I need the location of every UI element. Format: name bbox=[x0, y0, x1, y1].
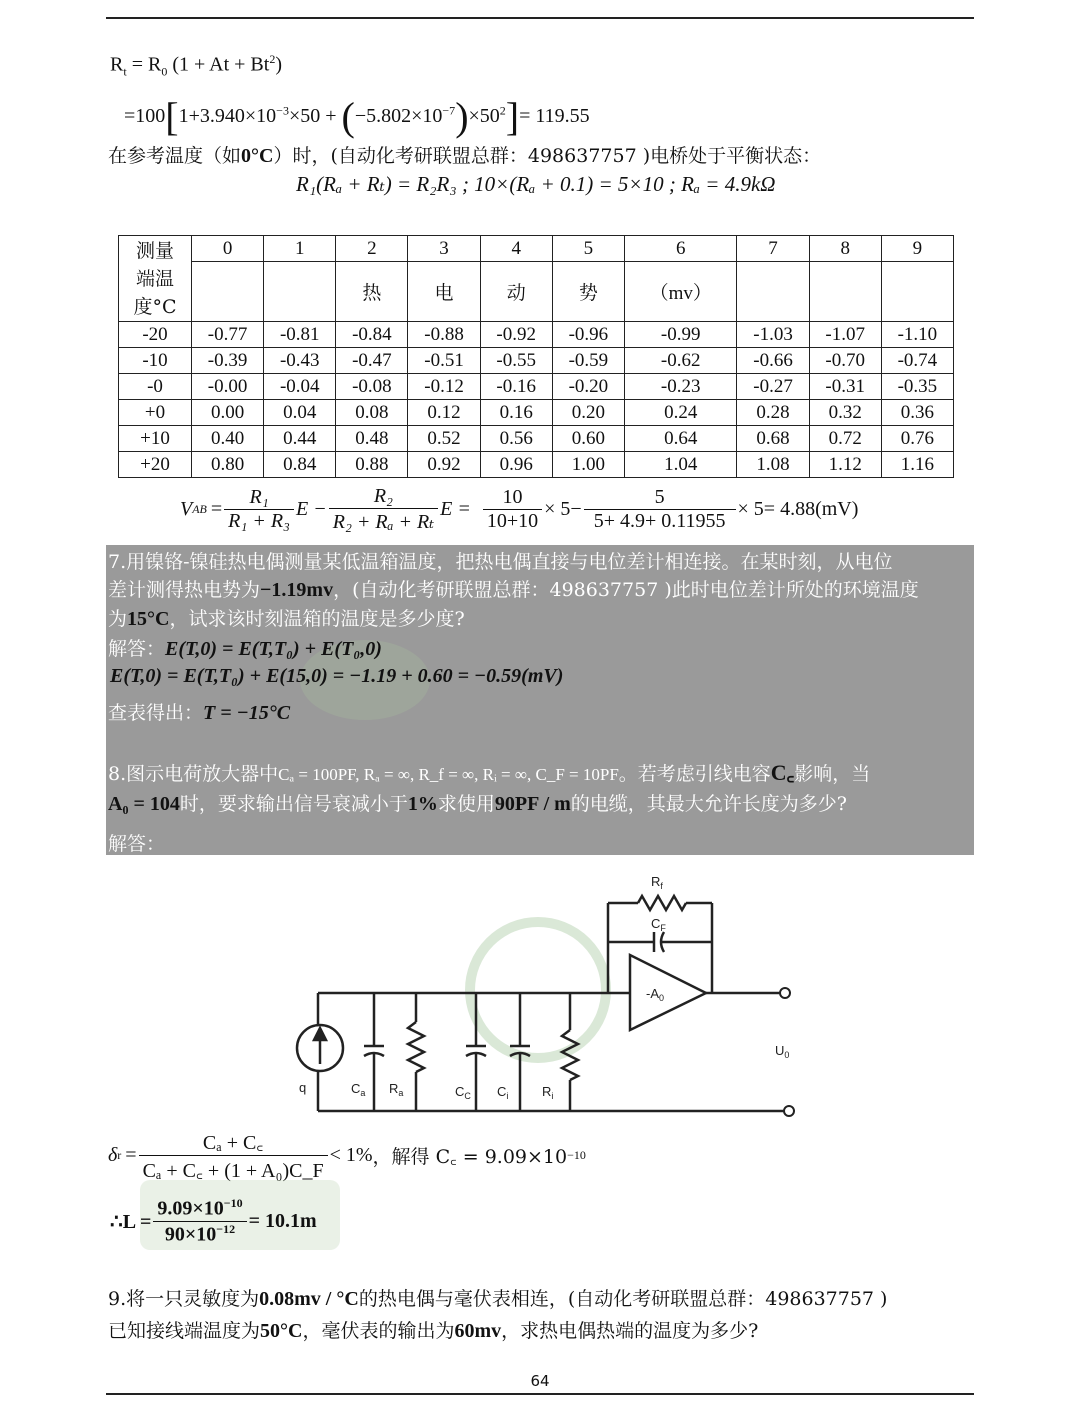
table-cell: 0.12 bbox=[408, 400, 480, 426]
subheader-cell: （mv） bbox=[624, 262, 737, 322]
row-temp: +0 bbox=[119, 400, 192, 426]
table-cell: -0.04 bbox=[264, 374, 336, 400]
col-header: 0 bbox=[192, 236, 264, 262]
table-cell: -0.81 bbox=[264, 322, 336, 348]
label-cf: $C_F$ bbox=[651, 916, 666, 933]
q9-line1: 9.将一只灵敏度为0.08mv / °C的热电偶与毫伏表相连，(自动化考研联盟总群：498637757 ) bbox=[108, 1288, 888, 1310]
q7-line1: 7.用镍铬-镍硅热电偶测量某低温箱温度，把热电偶直接与电位差计相连接。在某时刻，从电位 bbox=[108, 551, 893, 573]
col-header: 1 bbox=[264, 236, 336, 262]
table-cell: -0.35 bbox=[881, 374, 953, 400]
table-cell: 0.80 bbox=[192, 452, 264, 478]
table-cell: -0.16 bbox=[480, 374, 552, 400]
row-temp: +10 bbox=[119, 426, 192, 452]
table-cell: -0.92 bbox=[480, 322, 552, 348]
table-cell: -0.39 bbox=[192, 348, 264, 374]
table-cell: 0.52 bbox=[408, 426, 480, 452]
table-cell: -0.00 bbox=[192, 374, 264, 400]
table-cell: 0.68 bbox=[737, 426, 809, 452]
table-cell: -0.08 bbox=[336, 374, 408, 400]
q9-line2: 已知接线端温度为50°C，毫伏表的输出为60mv，求热电偶热端的温度为多少? bbox=[108, 1320, 759, 1342]
col-header: 6 bbox=[624, 236, 737, 262]
table-cell: 0.08 bbox=[336, 400, 408, 426]
table-cell: 0.64 bbox=[624, 426, 737, 452]
table-cell: -1.10 bbox=[881, 322, 953, 348]
table-cell: 0.44 bbox=[264, 426, 336, 452]
label-rf: $R_f$ bbox=[651, 874, 663, 891]
table-cell: 1.00 bbox=[552, 452, 624, 478]
table-cell: -0.27 bbox=[737, 374, 809, 400]
table-cell: -0.20 bbox=[552, 374, 624, 400]
table-cell: 0.28 bbox=[737, 400, 809, 426]
table-cell: -0.23 bbox=[624, 374, 737, 400]
balance-text: 在参考温度（如0°C）时，(自动化考研联盟总群：498637757 )电桥处于平衡状态： bbox=[108, 145, 822, 167]
bottom-rule bbox=[106, 1393, 974, 1395]
table-cell: 1.16 bbox=[881, 452, 953, 478]
formula-rt-value: $=100[1+3.940\times 10^{-3}\times 50 + (-5.802\times 10^{-7})\times 50^2]= 119.55$ bbox=[124, 94, 590, 139]
balance-equation: R₁(Rₐ + Rₜ) = R₂R₃ ; 10×(Rₐ + 0.1) = 5×10 ; Rₐ = 4.9kΩ bbox=[296, 172, 776, 196]
subheader-cell: 电 bbox=[408, 262, 480, 322]
table-cell: 0.76 bbox=[881, 426, 953, 452]
col-header: 2 bbox=[336, 236, 408, 262]
table-cell: -0.84 bbox=[336, 322, 408, 348]
table-cell: 0.36 bbox=[881, 400, 953, 426]
table-cell: 0.32 bbox=[809, 400, 881, 426]
table-cell: 0.24 bbox=[624, 400, 737, 426]
row-header: 测量端温度°C bbox=[119, 236, 192, 322]
q7-answer: 解答：E(T,0) = E(T,T₀) + E(T₀,0) bbox=[108, 638, 382, 660]
col-header: 4 bbox=[480, 236, 552, 262]
subheader-cell: 动 bbox=[480, 262, 552, 322]
table-cell: -0.99 bbox=[624, 322, 737, 348]
table-cell: -1.07 bbox=[809, 322, 881, 348]
table-cell: 0.04 bbox=[264, 400, 336, 426]
label-amp: $-A_0$ bbox=[646, 986, 665, 1003]
table-cell: 1.08 bbox=[737, 452, 809, 478]
table-cell: -0.43 bbox=[264, 348, 336, 374]
label-ri: $R_i$ bbox=[542, 1084, 554, 1101]
q8-answer-label: 解答： bbox=[108, 833, 166, 855]
table-cell: -0.66 bbox=[737, 348, 809, 374]
table-cell: 0.48 bbox=[336, 426, 408, 452]
subheader-cell: 势 bbox=[552, 262, 624, 322]
table-cell: 0.72 bbox=[809, 426, 881, 452]
row-temp: -20 bbox=[119, 322, 192, 348]
page-number: 64 bbox=[530, 1372, 550, 1390]
table-cell: 1.12 bbox=[809, 452, 881, 478]
table-cell: 0.96 bbox=[480, 452, 552, 478]
q7-lookup: 查表得出：T = −15°C bbox=[108, 702, 291, 724]
table-cell: -0.31 bbox=[809, 374, 881, 400]
q8-line2: A₀ = 104时，要求输出信号衰减小于1%求使用90PF / m的电缆，其最大允许长度为多少? bbox=[108, 793, 847, 815]
label-u0: $U_0$ bbox=[775, 1043, 790, 1060]
table-cell: 1.04 bbox=[624, 452, 737, 478]
table-cell: -0.77 bbox=[192, 322, 264, 348]
table-cell: 0.92 bbox=[408, 452, 480, 478]
col-header: 3 bbox=[408, 236, 480, 262]
table-cell: -0.62 bbox=[624, 348, 737, 374]
table-cell: 0.84 bbox=[264, 452, 336, 478]
table-cell: -0.70 bbox=[809, 348, 881, 374]
formula-rt: $R_t = R_0$ $(1 + At + Bt^2)$ bbox=[110, 52, 282, 79]
table-cell: 0.56 bbox=[480, 426, 552, 452]
table-cell: -0.96 bbox=[552, 322, 624, 348]
label-ra: $R_a$ bbox=[389, 1081, 404, 1098]
table-cell: -0.51 bbox=[408, 348, 480, 374]
table-cell: -0.74 bbox=[881, 348, 953, 374]
delta-formula: δ r = $\frac{\text{Cₐ + C꜀}}{\text{Cₐ + C꜀ + (1 + A₀)C\_F}}$ < 1% ，解得 C꜀ = 9.09×10 −10 bbox=[108, 1132, 586, 1182]
subheader-cell: 热 bbox=[336, 262, 408, 322]
q7-eq2: E(T,0) = E(T,T₀) + E(15,0) = −1.19 + 0.60 = −0.59(mV) bbox=[110, 665, 564, 687]
label-cc: $C_C$ bbox=[455, 1084, 471, 1101]
q7-line3: 为15°C，试求该时刻温箱的温度是多少度? bbox=[108, 608, 465, 630]
length-formula: ∴L = $\frac{9.09\times 10^{-10}}{90\times 10^{-12}}$ = 10.1m bbox=[110, 1196, 317, 1246]
q7-line2: 差计测得热电势为−1.19mv，(自动化考研联盟总群：498637757 )此时电位差计所处的环境温度 bbox=[108, 579, 919, 601]
row-temp: +20 bbox=[119, 452, 192, 478]
row-temp: -0 bbox=[119, 374, 192, 400]
table-cell: -0.55 bbox=[480, 348, 552, 374]
vab-formula: V AB = $\frac{\text{R₁}}{\text{R₁ + R₃}}$ E − $\frac{\text{R₂}}{\text{R₂ + Rₐ + Rₜ}}$ E = $\frac{10}{10+10}$ × 5− $\frac{5}{5+ 4.9+ 0.11955}$ × 5= 4.88(mV) bbox=[180, 485, 859, 533]
table-cell: -0.88 bbox=[408, 322, 480, 348]
table-cell: 0.20 bbox=[552, 400, 624, 426]
col-header: 9 bbox=[881, 236, 953, 262]
table-cell: 0.00 bbox=[192, 400, 264, 426]
table-cell: 0.40 bbox=[192, 426, 264, 452]
table-cell: 0.88 bbox=[336, 452, 408, 478]
table-cell: -1.03 bbox=[737, 322, 809, 348]
label-q: q bbox=[299, 1080, 307, 1095]
label-ca: $C_a$ bbox=[351, 1081, 366, 1098]
table-cell: -0.12 bbox=[408, 374, 480, 400]
label-ci: $C_i$ bbox=[497, 1084, 509, 1101]
table-cell: 0.16 bbox=[480, 400, 552, 426]
col-header: 7 bbox=[737, 236, 809, 262]
table-cell: 0.60 bbox=[552, 426, 624, 452]
row-temp: -10 bbox=[119, 348, 192, 374]
col-header: 8 bbox=[809, 236, 881, 262]
q8-line1: 8.图示电荷放大器中Cₐ = 100PF, Rₐ = ∞, R_f = ∞, Rᵢ = ∞, C_F = 10PF。若考虑引线电容C꜀影响，当 bbox=[108, 760, 871, 785]
table-cell: -0.47 bbox=[336, 348, 408, 374]
table-cell: -0.59 bbox=[552, 348, 624, 374]
col-header: 5 bbox=[552, 236, 624, 262]
